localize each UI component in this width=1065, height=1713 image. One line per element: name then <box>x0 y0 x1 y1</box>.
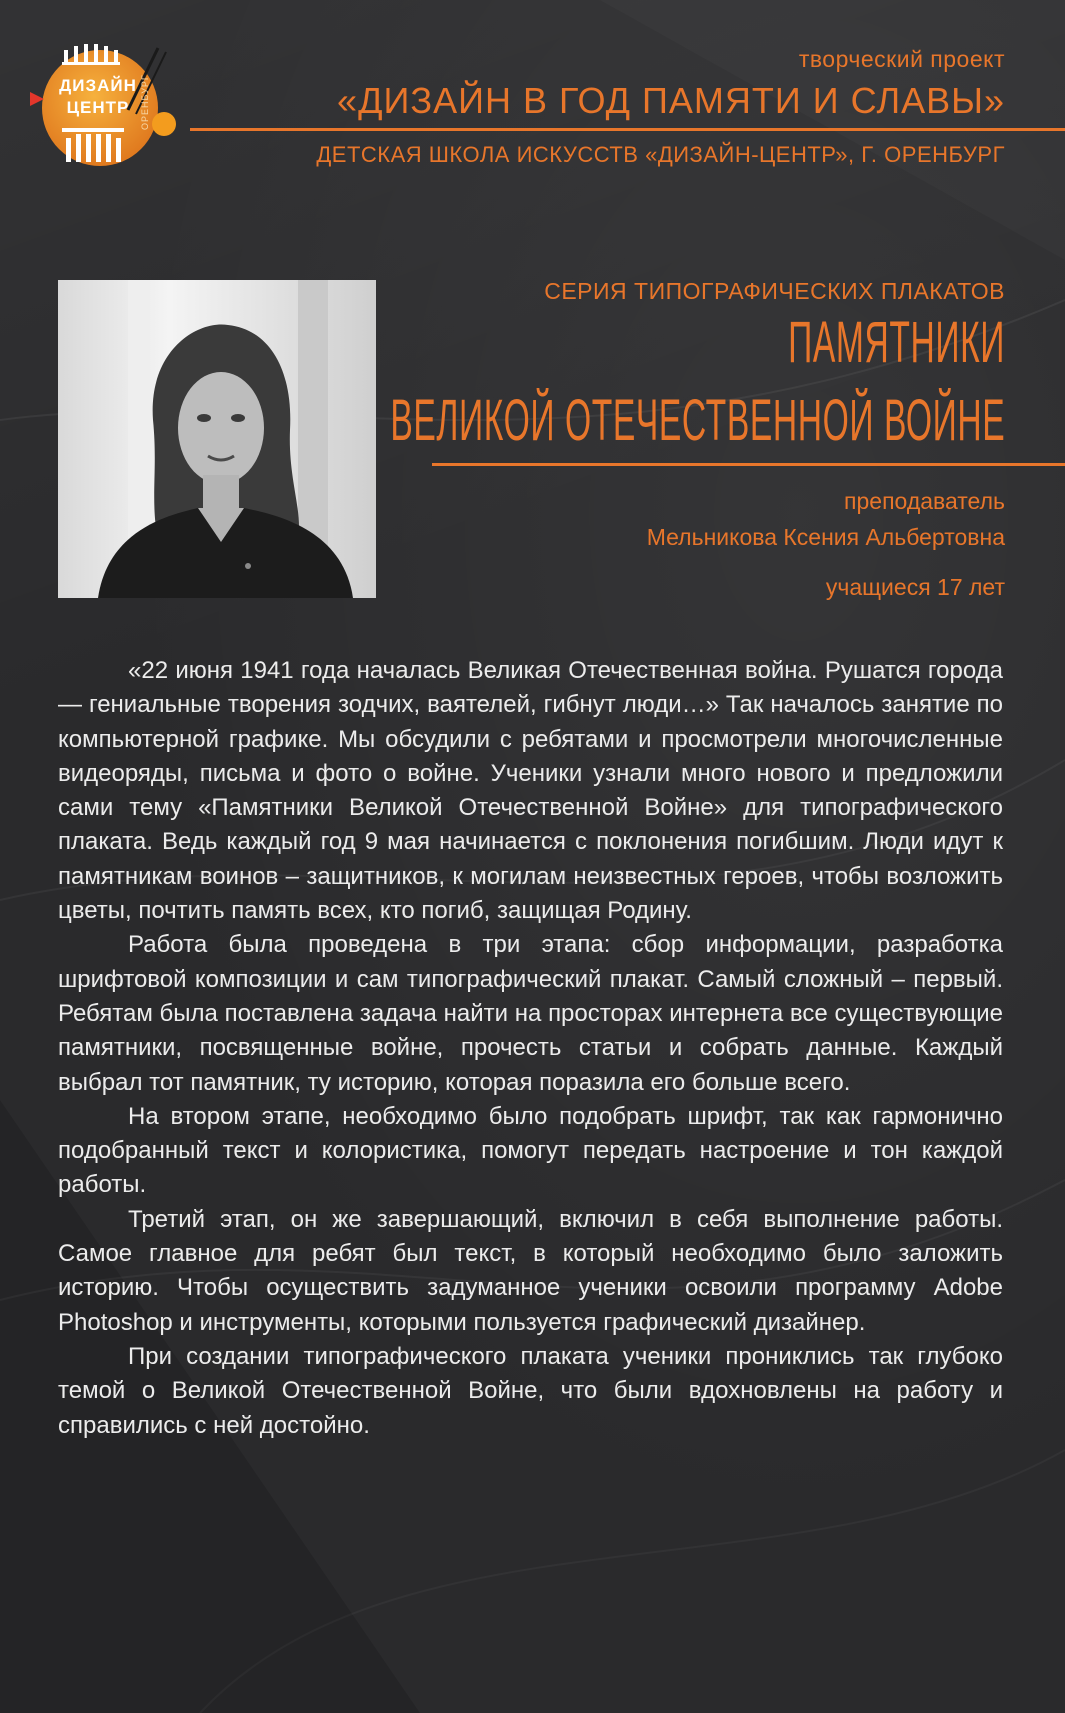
project-title: «ДИЗАЙН В ГОД ПАМЯТИ И СЛАВЫ» <box>337 80 1005 121</box>
portrait-illustration <box>58 280 376 598</box>
poster-title-line1: ПАМЯТНИКИ <box>788 310 1005 375</box>
paragraph: Работа была проведена в три этапа: сбор информации, разработка шрифтовой композиции и сам типографический плакат. Самый сложный – первый. Ребятам была поставлена задача найти на просторах интернета все существующие памятники, посвященные войне, прочесть статьи и собрать данные. Каждый выбрал тот памятник, ту историю, которая поразила его больше всего. <box>58 931 1003 1096</box>
paragraph: Третий этап, он же завершающий, включил в себя выполнение работы. Самое главное для ребят был текст, в который необходимо было заложить историю. Чтобы осуществить задуманное ученики освоили программу Adobe Photoshop и инструменты, которыми пользуется графический дизайнер. <box>58 1205 1003 1336</box>
school-name: ДЕТСКАЯ ШКОЛА ИСКУССТВ «ДИЗАЙН-ЦЕНТР», Г. ОРЕНБУРГ <box>316 142 1005 167</box>
project-label: творческий проект <box>798 46 1005 72</box>
poster-title-line2: ВЕЛИКОЙ ОТЕЧЕСТВЕННОЙ ВОЙНЕ <box>390 388 1005 453</box>
title-divider <box>432 463 1065 466</box>
paragraph: При создании типографического плаката ученики прониклись так глубоко темой о Великой Отечественной Войне, что были вдохновлены на работу и справились с ней достойно. <box>58 1342 1003 1439</box>
school-logo <box>30 30 190 180</box>
teacher-photo <box>58 280 376 598</box>
paragraph: На втором этапе, необходимо было подобрать шрифт, так как гармонично подобранный текст и колористика, помогут передать настроение и тон каждой работы. <box>58 1102 1003 1199</box>
logo-line1: ДИЗАЙН <box>59 76 137 95</box>
logo-city: ОРЕНБУРГ <box>140 74 150 130</box>
teacher-name: Мельникова Ксения Альбертовна <box>646 524 1005 550</box>
header-divider <box>190 128 1065 131</box>
article-body <box>58 654 1003 1443</box>
teacher-label: преподаватель <box>844 488 1005 514</box>
logo-line2: ЦЕНТР <box>66 98 130 117</box>
series-label: СЕРИЯ ТИПОГРАФИЧЕСКИХ ПЛАКАТОВ <box>544 278 1005 304</box>
students-age: учащиеся 17 лет <box>825 574 1005 600</box>
paragraph: «22 июня 1941 года началась Великая Отечественная война. Рушатся города — гениальные творения зодчих, ваятелей, гибнут люди…» Так началось занятие по компьютерной графике. Мы обсудили с ребятами и просмотрели многочисленные видеоряды, письма и фото о войне. Ученики узнали много нового и предложили сами тему «Памятники Великой Отечественной Войне» для типографического плаката. Ведь каждый год 9 мая начинается с поклонения погибшим. Люди идут к памятникам воинов – защитников, к могилам неизвестных героев, чтобы возложить цветы, почтить память всех, кто погиб, защищая Родину. <box>58 657 1003 925</box>
